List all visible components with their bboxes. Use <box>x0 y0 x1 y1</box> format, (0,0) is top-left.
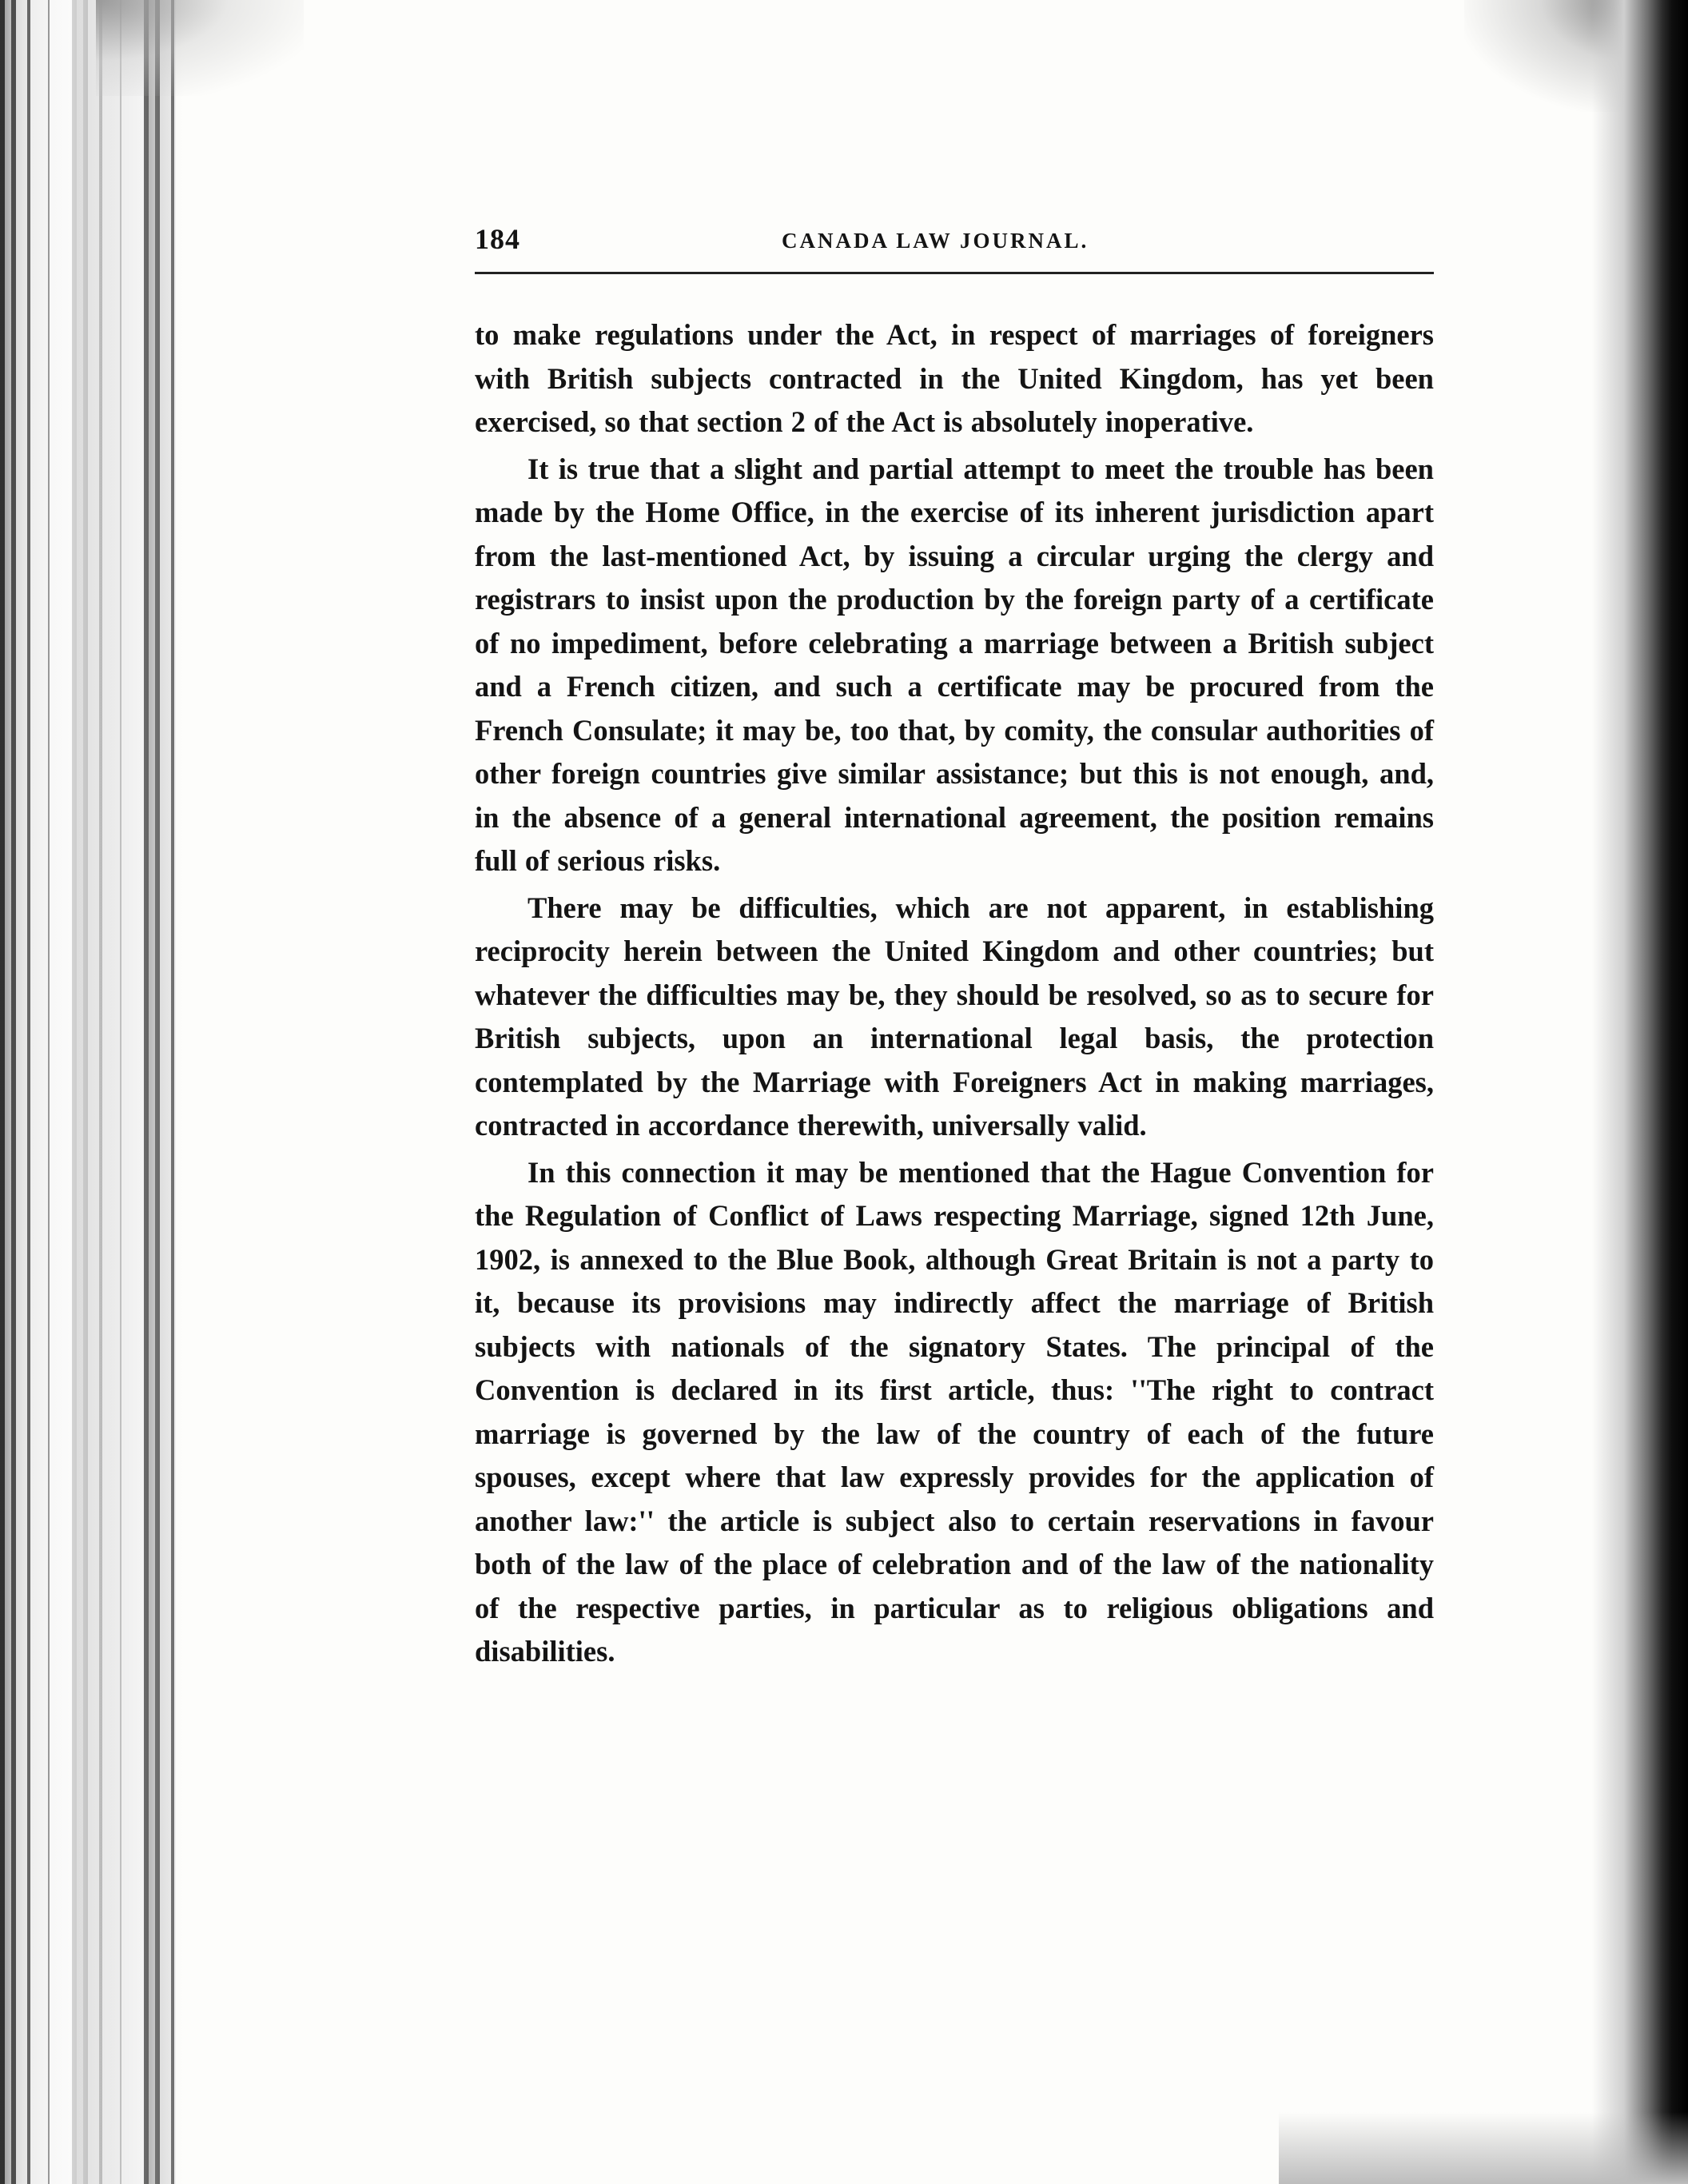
paragraph: There may be difficulties, which are not apparent, in establishing reciprocity herein between the United Kingdom and other countries; but whatever the difficulties may be, they should be resolved, so as to secure for British subjects, upon an international legal basis, the protection contemplated by the Marriage with Foreigners Act in making marriages, contracted in accordance therewith, universally valid. <box>475 891 1434 1142</box>
page-number: 184 <box>475 223 520 255</box>
paragraph: In this connection it may be mentioned that the Hague Convention for the Regulation of Conflict of Laws respecting Marriage, signed 12th June, 1902, is annexed to the Blue Book, although Great Britain is not a party to it, because its provisions may indirectly affect the marriage of British subjects with nationals of the signatory States. The principal of the Convention is declared in its first article, thus: ''The right to contract marriage is governed by the law of the country of each of the future spouses, except where that law expressly provides for the application of another law:'' the article is subject also to certain reservations in favour both of the law of the place of celebration and of the law of the nationality of the respective parties, in particular as to religious obligations and disabilities. <box>475 1155 1434 1668</box>
paragraph: It is true that a slight and partial attempt to meet the trouble has been made by the Home Office, in the exercise of its inherent jurisdiction apart from the last-mentioned Act, by issuing a circular urging the clergy and registrars to insist upon the production by the foreign party of a certificate of no impediment, before celebrating a marriage between a British subject and a French citizen, and such a certificate may be procured from the French Consulate; it may be, too that, by comity, the consular authorities of other foreign countries give similar assistance; but this is not enough, and, in the absence of a general international agreement, the position remains full of serious risks. <box>475 452 1434 877</box>
paragraph-continued: to make regulations under the Act, in respect of marriages of foreigners with British subjects contracted in the United Kingdom, has yet been exercised, so that section 2 of the Act is absolutely inoperative. <box>475 318 1434 438</box>
scan-shadow-bottom <box>1279 2112 1688 2184</box>
article-body <box>475 313 1434 1674</box>
header-rule <box>475 272 1434 274</box>
binding-shadow-right <box>1592 0 1688 2184</box>
binding-fade-left <box>72 0 184 2184</box>
running-head <box>475 222 1434 262</box>
scan-smudge-top-left <box>96 0 304 96</box>
journal-title: CANADA LAW JOURNAL. <box>782 229 1089 253</box>
